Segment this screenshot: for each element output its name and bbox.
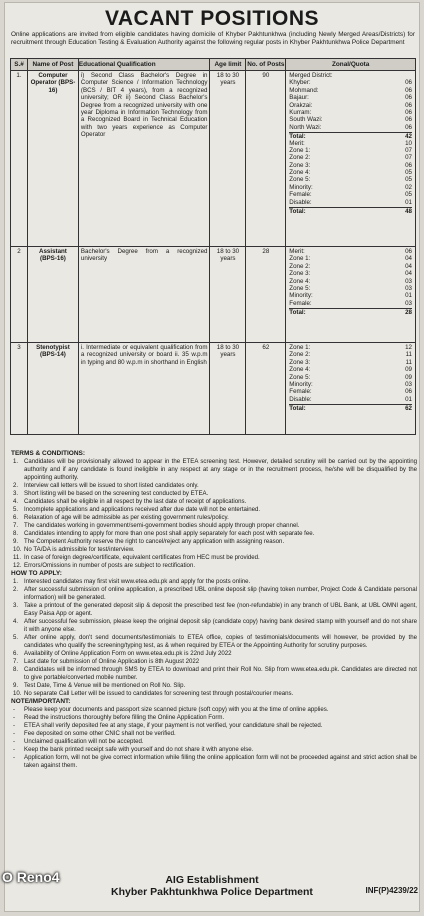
list-item xyxy=(11,602,417,618)
item-text: The Competent Authority reserve the right to cancel/reject any application with assigning reason. xyxy=(24,538,285,545)
quota-row xyxy=(289,263,412,270)
quota-label: Khyber: xyxy=(289,79,311,87)
quota-label: Minority: xyxy=(289,292,313,300)
quota-row xyxy=(289,87,412,94)
list-item xyxy=(11,690,417,698)
quota-value: 03 xyxy=(405,299,412,307)
item-number: 6. xyxy=(13,514,19,521)
quota-label: Merit: xyxy=(289,139,305,147)
quota-row xyxy=(289,147,412,154)
item-number: 8. xyxy=(13,666,19,673)
quota-value: 07 xyxy=(405,146,412,154)
quota-label: Total: xyxy=(289,405,306,413)
item-text: After successful fee submission, please keep the original deposit slip (candidate copy) having bank desired stamp with yourself and do not share it with anyone else. xyxy=(24,618,417,633)
quota-label: Zone 4: xyxy=(289,277,311,285)
list-item xyxy=(11,722,417,730)
quota-row xyxy=(289,285,412,292)
quota-label: Zone 3: xyxy=(289,358,311,366)
item-number: - xyxy=(13,738,16,745)
quota-value: 06 xyxy=(405,123,412,131)
quota-label: North Wazi: xyxy=(289,123,322,131)
quota-row xyxy=(289,140,412,147)
row-qualification: Bachelor's Degree from a recognized university xyxy=(78,247,210,343)
quota-label: Female: xyxy=(289,191,312,199)
quota-value: 06 xyxy=(405,248,412,255)
item-number: 5. xyxy=(13,506,19,513)
item-number: 12. xyxy=(13,562,22,569)
quota-row xyxy=(289,207,412,214)
item-number: - xyxy=(13,754,16,761)
quota-value: 01 xyxy=(405,198,412,206)
item-text: Candidates will be informed through SMS by ETEA to download and print their Roll No. Slip from www.etea.edu.pk. Candidates are directed not to give portable/converted mobile number. xyxy=(24,666,417,681)
header-serial: S.# xyxy=(11,59,28,71)
quota-row xyxy=(289,132,412,139)
item-text: Short listing will be based on the screening test conducted by ETEA. xyxy=(24,490,209,497)
item-number: 1. xyxy=(13,578,19,585)
note-heading: NOTE/IMPORTANT: xyxy=(11,698,71,705)
quota-row xyxy=(289,351,412,358)
list-item xyxy=(11,514,417,522)
item-number: 6. xyxy=(13,650,19,657)
row-age-limit: 18 to 30 years xyxy=(210,343,246,435)
item-text: Application form, will not be give correct information while filling the online application form will not be proceeded against and strict action shall be taken against them. xyxy=(24,754,417,769)
apply-list xyxy=(11,578,417,698)
item-text: ETEA shall verify deposited fee at any stage, if your payment is not verified, your candidature shall be rejected. xyxy=(24,722,323,729)
quota-row xyxy=(289,381,412,388)
quota-label: Zone 3: xyxy=(289,270,311,278)
row-post-name: Computer Operator (BPS-16) xyxy=(27,71,78,247)
quota-label: Mohmand: xyxy=(289,86,319,94)
list-item xyxy=(11,458,417,482)
quota-value: 28 xyxy=(405,309,412,317)
quota-label: Zone 1: xyxy=(289,146,311,154)
list-item xyxy=(11,530,417,538)
row-quota xyxy=(286,343,416,435)
quota-value: 42 xyxy=(405,133,412,141)
quota-row xyxy=(289,300,412,307)
quota-label: Zone 4: xyxy=(289,366,311,374)
quota-row xyxy=(289,278,412,285)
item-number: - xyxy=(13,706,16,713)
quota-row xyxy=(289,191,412,198)
page-title: VACANT POSITIONS xyxy=(104,7,320,30)
item-text: After online apply, don't send documents/testimonials to ETEA office, copies of testimonials/documents will however, be provided by the candidates who qualify the screening/typing test, as & when required by ETEA or the Appointing Authority for scrutiny purposes. xyxy=(24,634,417,649)
list-item xyxy=(11,554,417,562)
list-item xyxy=(11,666,417,682)
row-qualification: i. Intermediate or equivalent qualification from a recognized university or board ii. 35 w.p.m in typing and 80 w.p.m in shorthand in English xyxy=(78,343,210,435)
item-number: 9. xyxy=(13,538,19,545)
row-quota xyxy=(286,247,416,343)
list-item xyxy=(11,498,417,506)
quota-value: 06 xyxy=(405,94,412,102)
quota-row xyxy=(289,366,412,373)
quota-row xyxy=(289,169,412,176)
quota-value: 12 xyxy=(405,344,412,351)
quota-label: Female: xyxy=(289,388,312,396)
item-text: Read the instructions thoroughly before filling the Online Application Form. xyxy=(24,714,225,721)
quota-label: Zone 1: xyxy=(289,344,311,351)
quota-label: Zone 5: xyxy=(289,176,311,184)
row-no-of-posts: 28 xyxy=(246,247,286,343)
quota-value: 48 xyxy=(405,208,412,216)
quota-value: 07 xyxy=(405,154,412,162)
quota-row xyxy=(289,255,412,262)
item-number: 5. xyxy=(13,634,19,641)
intro-paragraph: Online applications are invited from eligible candidates having domicile of Khyber Pakhtunkhwa (including Newly Merged Areas/Districts) for recruitment through Education Testing & Evaluation Authority against the following regular posts in Khyber Pakhtunkhwa Police Department xyxy=(11,31,415,47)
item-text: Last date for submission of Online Application is 8th August 2022 xyxy=(24,658,200,665)
quota-value: 06 xyxy=(405,79,412,87)
list-item xyxy=(11,578,417,586)
quota-value: 04 xyxy=(405,255,412,263)
item-text: Incomplete applications and applications received after due date will not be entertained. xyxy=(24,506,261,513)
item-text: Interview call letters will be issued to short listed candidates only. xyxy=(24,482,199,489)
row-serial: 3 xyxy=(11,343,28,435)
quota-label: Total: xyxy=(289,133,306,141)
item-number: 1. xyxy=(13,458,19,465)
quota-row xyxy=(289,248,412,255)
list-item xyxy=(11,650,417,658)
quota-label: Minority: xyxy=(289,380,313,388)
quota-label: Kurram: xyxy=(289,108,312,116)
quota-label: Zone 4: xyxy=(289,169,311,177)
quota-list xyxy=(289,79,412,214)
apply-heading: HOW TO APPLY: xyxy=(11,570,62,577)
quota-row xyxy=(289,79,412,86)
quota-row xyxy=(289,154,412,161)
item-text: The candidates working in government/semi-government bodies should apply through proper channel. xyxy=(24,522,300,529)
list-item xyxy=(11,546,417,554)
list-item xyxy=(11,482,417,490)
terms-section xyxy=(11,450,417,770)
row-no-of-posts: 62 xyxy=(246,343,286,435)
item-text: Relaxation of age will be admissible as per existing government rules/policy. xyxy=(24,514,229,521)
advertisement-page xyxy=(4,2,420,912)
item-text: Errors/Omissions in number of posts are subject to rectification. xyxy=(24,562,196,569)
quota-value: 62 xyxy=(405,405,412,413)
positions-table xyxy=(10,58,416,435)
header-zonal-quota: Zonal/Quota xyxy=(286,59,416,71)
item-number: 2. xyxy=(13,586,19,593)
quota-label: Minority: xyxy=(289,183,313,191)
quota-label: Zone 2: xyxy=(289,351,311,359)
quota-value: 06 xyxy=(405,161,412,169)
row-quota xyxy=(286,71,416,247)
item-number: - xyxy=(13,722,16,729)
header-no-of-posts: No. of Posts xyxy=(246,59,286,71)
quota-value: 06 xyxy=(405,116,412,124)
quota-value: 04 xyxy=(405,262,412,270)
quota-row xyxy=(289,374,412,381)
list-item xyxy=(11,714,417,722)
list-item xyxy=(11,618,417,634)
quota-row xyxy=(289,388,412,395)
quota-row xyxy=(289,308,412,315)
quota-value: 06 xyxy=(405,388,412,396)
list-item xyxy=(11,738,417,746)
item-number: 4. xyxy=(13,498,19,505)
quota-label: Zone 2: xyxy=(289,262,311,270)
item-text: Take a printout of the generated deposit slip & deposit the prescribed test fee (non-refundable) in any branch of UBL Bank, at UBL OMNI agent, Easy Paisa App or agent. xyxy=(24,602,417,617)
item-text: In case of foreign degree/certificate, equivalent certificates from HEC must be provided. xyxy=(24,554,260,561)
quota-label: Zone 5: xyxy=(289,284,311,292)
header-age-limit: Age limit xyxy=(210,59,246,71)
item-number: 7. xyxy=(13,658,19,665)
list-item xyxy=(11,506,417,514)
quota-label: Disable: xyxy=(289,395,312,403)
quota-row xyxy=(289,344,412,351)
quota-value: 11 xyxy=(405,358,412,366)
item-number: 7. xyxy=(13,522,19,529)
quota-value: 09 xyxy=(405,366,412,374)
item-text: Availability of Online Application Form on www.etea.edu.pk is 22nd July 2022 xyxy=(24,650,232,657)
item-text: Keep the bank printed receipt safe with yourself and do not share it with anyone else. xyxy=(24,746,254,753)
header-post-name: Name of Post xyxy=(27,59,78,71)
quota-label: Female: xyxy=(289,299,312,307)
quota-row xyxy=(289,94,412,101)
quota-label: South Wazi: xyxy=(289,116,323,124)
quota-value: 02 xyxy=(405,183,412,191)
table-row xyxy=(11,343,416,435)
quota-value: 04 xyxy=(405,270,412,278)
quota-heading: Merged District: xyxy=(289,72,333,79)
row-age-limit: 18 to 30 years xyxy=(210,247,246,343)
item-number: 11. xyxy=(13,554,22,561)
list-item xyxy=(11,522,417,530)
quota-row xyxy=(289,184,412,191)
item-text: Candidates intending to apply for more than one post shall apply separately for each post with separate fee. xyxy=(24,530,315,537)
row-post-name: Assistant (BPS-16) xyxy=(27,247,78,343)
quota-value: 11 xyxy=(405,351,412,359)
quota-value: 03 xyxy=(405,277,412,285)
item-number: 4. xyxy=(13,618,19,625)
list-item xyxy=(11,658,417,666)
quota-row xyxy=(289,124,412,131)
quota-label: Zone 2: xyxy=(289,154,311,162)
quota-row xyxy=(289,109,412,116)
quota-value: 01 xyxy=(405,292,412,300)
list-item xyxy=(11,706,417,714)
item-text: Interested candidates may first visit www.etea.edu.pk and apply for the posts online. xyxy=(24,578,251,585)
item-number: - xyxy=(13,746,16,753)
list-item xyxy=(11,562,417,570)
quota-value: 01 xyxy=(405,395,412,403)
quota-value: 06 xyxy=(405,101,412,109)
quota-row xyxy=(289,270,412,277)
row-qualification: i) Second Class Bachelor's Degree in Computer Science / Information Technology (BCS / BIT 4 years), from a recognized university; OR ii) Second Class Bachelor's Degree from a recognized university with one year Diploma in Information Technology from a Recognized Board in Technical Education with two years experience as Computer Operator xyxy=(78,71,210,247)
row-serial: 2 xyxy=(11,247,28,343)
quota-value: 05 xyxy=(405,191,412,199)
item-text: Fee deposited on some other CNIC shall not be verified. xyxy=(24,730,176,737)
quota-label: Disable: xyxy=(289,198,312,206)
item-number: 9. xyxy=(13,682,19,689)
item-number: - xyxy=(13,714,16,721)
footer-reference: INF(P)4239/22 xyxy=(365,886,418,895)
quota-label: Zone 3: xyxy=(289,161,311,169)
item-number: 3. xyxy=(13,490,19,497)
quota-row xyxy=(289,292,412,299)
item-text: Candidates shall be eligible in all respect by the last date of receipt of applications. xyxy=(24,498,247,505)
list-item xyxy=(11,754,417,770)
list-item xyxy=(11,746,417,754)
quota-value: 06 xyxy=(405,108,412,116)
item-text: Test Date, Time & Venue will be mentioned on Roll No. Slip. xyxy=(24,682,186,689)
table-header-row xyxy=(11,59,416,71)
quota-row xyxy=(289,359,412,366)
list-item xyxy=(11,490,417,498)
quota-label: Zone 5: xyxy=(289,373,311,381)
quota-value: 05 xyxy=(405,169,412,177)
item-number: 10. xyxy=(13,690,22,697)
item-text: Unclaimed qualification will not be accepted. xyxy=(24,738,144,745)
item-text: No TA/DA is admissible for test/interview. xyxy=(24,546,135,553)
item-number: 3. xyxy=(13,602,19,609)
row-age-limit: 18 to 30 years xyxy=(210,71,246,247)
camera-watermark: O Reno4 xyxy=(2,869,60,885)
quota-label: Total: xyxy=(289,208,306,216)
row-post-name: Stenotypist (BPS-14) xyxy=(27,343,78,435)
quota-list xyxy=(289,248,412,316)
item-number: 10. xyxy=(13,546,22,553)
quota-label: Merit: xyxy=(289,248,305,255)
item-number: 2. xyxy=(13,482,19,489)
item-number: 8. xyxy=(13,530,19,537)
list-item xyxy=(11,634,417,650)
terms-list xyxy=(11,458,417,570)
quota-row xyxy=(289,116,412,123)
quota-list xyxy=(289,344,412,412)
table-row xyxy=(11,71,416,247)
list-item xyxy=(11,682,417,690)
quota-label: Total: xyxy=(289,309,306,317)
item-text: Please keep your documents and passport size scanned picture (soft copy) with you at the time of online applies. xyxy=(24,706,329,713)
footer xyxy=(4,872,420,912)
footer-department: Khyber Pakhtunkhwa Police Department xyxy=(111,886,313,898)
quota-label: Zone 1: xyxy=(289,255,311,263)
quota-value: 06 xyxy=(405,86,412,94)
item-text: After successful submission of online application, a prescribed UBL online deposit slip (having token number, Project Code & Candidate personal information) will be generated. xyxy=(24,586,417,601)
list-item xyxy=(11,538,417,546)
quota-row xyxy=(289,199,412,206)
terms-heading: TERMS & CONDITIONS: xyxy=(11,450,86,457)
quota-label: Bajaur: xyxy=(289,94,309,102)
quota-value: 10 xyxy=(405,139,412,147)
quota-value: 03 xyxy=(405,284,412,292)
quota-row xyxy=(289,162,412,169)
quota-value: 05 xyxy=(405,176,412,184)
quota-row xyxy=(289,176,412,183)
item-number: - xyxy=(13,730,16,737)
quota-value: 09 xyxy=(405,373,412,381)
row-serial: 1. xyxy=(11,71,28,247)
footer-authority: AIG Establishment xyxy=(165,874,259,886)
list-item xyxy=(11,586,417,602)
table-row xyxy=(11,247,416,343)
notes-list xyxy=(11,706,417,770)
row-no-of-posts: 90 xyxy=(246,71,286,247)
quota-row xyxy=(289,396,412,403)
quota-row xyxy=(289,102,412,109)
quota-row xyxy=(289,404,412,411)
quota-label: Orakzai: xyxy=(289,101,313,109)
quota-value: 03 xyxy=(405,380,412,388)
item-text: No separate Call Letter will be issued to candidates for screening test through postal/courier means. xyxy=(24,690,294,697)
list-item xyxy=(11,730,417,738)
header-qualification: Educational Qualification xyxy=(78,59,210,71)
item-text: Candidates will be provisionally allowed to appear in the ETEA screening test. However, detailed scrutiny will be carried out by the appointing authority and if any candidate is found ineligible in any respect at any stage or in the recruitment process, he/she will be disqualified by the appointing authority. xyxy=(24,458,417,481)
